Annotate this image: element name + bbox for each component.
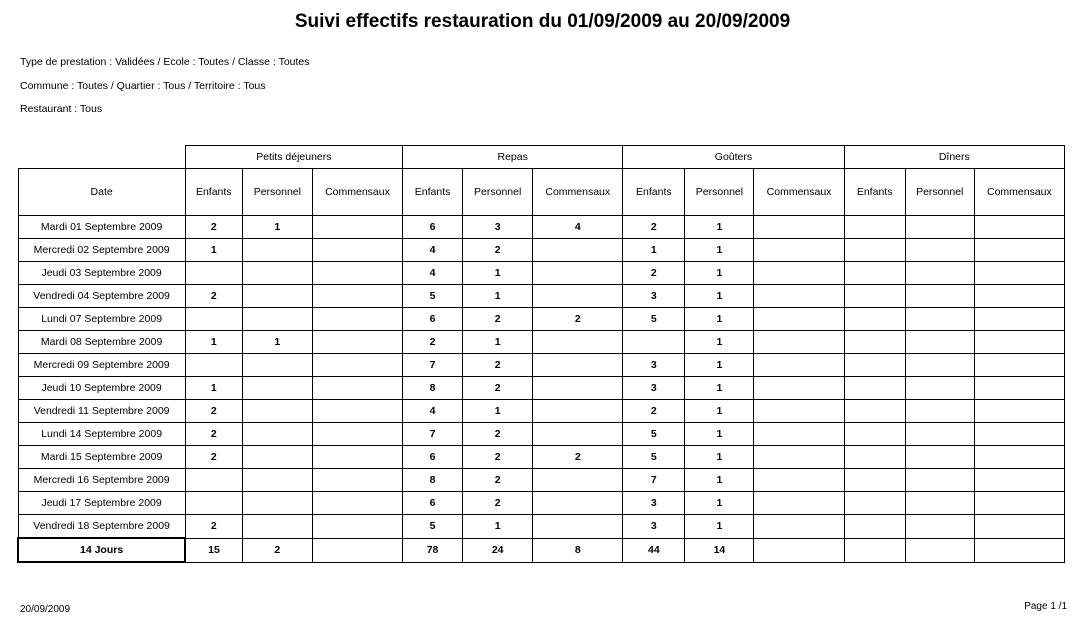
column-header: Commensaux: [533, 169, 623, 216]
report-title: Suivi effectifs restauration du 01/09/2009 au 20/09/2009: [294, 11, 791, 32]
table-cell: [974, 423, 1064, 446]
table-cell: 4: [403, 239, 463, 262]
row-date: Mardi 15 Septembre 2009: [18, 446, 185, 469]
table-row: [18, 423, 1065, 446]
table-cell: [905, 239, 974, 262]
table-cell: [905, 446, 974, 469]
table-cell: 5: [403, 285, 463, 308]
row-date: Jeudi 03 Septembre 2009: [18, 262, 185, 285]
table-cell: [242, 469, 312, 492]
table-cell: 5: [403, 515, 463, 539]
table-cell: 1: [685, 308, 754, 331]
table-cell: [905, 354, 974, 377]
table-cell: [754, 446, 844, 469]
total-cell: [844, 538, 905, 562]
group-gouters: Goûters: [623, 146, 844, 169]
table-cell: 1: [685, 423, 754, 446]
table-row: [18, 400, 1065, 423]
table-cell: 6: [403, 216, 463, 239]
table-cell: [754, 354, 844, 377]
table-cell: [312, 446, 402, 469]
table-cell: 1: [685, 285, 754, 308]
table-cell: 7: [403, 354, 463, 377]
table-cell: 1: [685, 239, 754, 262]
table-cell: [754, 239, 844, 262]
table-cell: [533, 285, 623, 308]
table-cell: [242, 515, 312, 539]
table-cell: [905, 400, 974, 423]
table-cell: 1: [685, 515, 754, 539]
group-petits-dejeuners: Petits déjeuners: [185, 146, 402, 169]
column-header-row: [18, 169, 1065, 216]
row-date: Vendredi 04 Septembre 2009: [18, 285, 185, 308]
table-cell: [533, 469, 623, 492]
table-cell: [905, 262, 974, 285]
total-cell: 24: [463, 538, 533, 562]
table-cell: [754, 377, 844, 400]
row-date: Vendredi 18 Septembre 2009: [18, 515, 185, 539]
table-cell: 1: [685, 331, 754, 354]
table-cell: [185, 308, 242, 331]
row-date: Lundi 07 Septembre 2009: [18, 308, 185, 331]
table-cell: 4: [533, 216, 623, 239]
table-cell: 2: [463, 492, 533, 515]
table-cell: [754, 331, 844, 354]
table-cell: [974, 285, 1064, 308]
table-cell: 1: [685, 492, 754, 515]
table-cell: 3: [623, 377, 685, 400]
table-cell: 2: [185, 423, 242, 446]
table-cell: 1: [185, 239, 242, 262]
table-cell: 7: [403, 423, 463, 446]
table-cell: 2: [463, 469, 533, 492]
table-cell: 1: [463, 515, 533, 539]
table-cell: [844, 492, 905, 515]
table-cell: 1: [242, 331, 312, 354]
table-cell: [242, 492, 312, 515]
table-cell: [974, 239, 1064, 262]
table-cell: [905, 515, 974, 539]
table-cell: [974, 446, 1064, 469]
table-cell: [312, 515, 402, 539]
table-cell: [754, 469, 844, 492]
total-cell: [754, 538, 844, 562]
table-row: [18, 239, 1065, 262]
table-cell: 2: [533, 446, 623, 469]
table-row: [18, 377, 1065, 400]
table-cell: [974, 515, 1064, 539]
filter-commune: Commune : Toutes / Quartier : Tous / Territoire : Tous: [20, 80, 266, 92]
total-cell: 8: [533, 538, 623, 562]
table-cell: [242, 285, 312, 308]
table-cell: 2: [463, 423, 533, 446]
table-cell: [754, 400, 844, 423]
column-header: Commensaux: [312, 169, 402, 216]
table-cell: [312, 354, 402, 377]
footer-date: 20/09/2009: [20, 604, 71, 615]
table-cell: [242, 262, 312, 285]
group-header-row: [18, 146, 1065, 169]
total-cell: 15: [185, 538, 242, 562]
table-row: [18, 285, 1065, 308]
table-cell: [242, 239, 312, 262]
table-cell: 1: [623, 239, 685, 262]
table-cell: 3: [463, 216, 533, 239]
table-cell: [312, 239, 402, 262]
table-cell: 3: [623, 354, 685, 377]
table-cell: 3: [623, 492, 685, 515]
table-cell: [844, 285, 905, 308]
table-cell: [754, 262, 844, 285]
table-cell: [312, 492, 402, 515]
row-date: Mercredi 02 Septembre 2009: [18, 239, 185, 262]
table-cell: [185, 469, 242, 492]
table-cell: 2: [463, 446, 533, 469]
table-cell: [844, 377, 905, 400]
table-cell: 1: [463, 262, 533, 285]
filter-restaurant: Restaurant : Tous: [20, 103, 103, 115]
table-cell: 2: [463, 354, 533, 377]
total-cell: [974, 538, 1064, 562]
table-cell: [185, 354, 242, 377]
table-cell: [312, 469, 402, 492]
table-cell: 3: [623, 515, 685, 539]
total-cell: 2: [242, 538, 312, 562]
table-cell: [754, 216, 844, 239]
column-header: Enfants: [403, 169, 463, 216]
column-header: Commensaux: [754, 169, 844, 216]
table-cell: 1: [463, 285, 533, 308]
attendance-table: [17, 145, 1065, 563]
table-cell: [844, 216, 905, 239]
table-cell: 1: [242, 216, 312, 239]
table-cell: 7: [623, 469, 685, 492]
table-cell: [242, 400, 312, 423]
filter-prestation: Type de prestation : Validées / Ecole : Toutes / Classe : Toutes: [20, 56, 310, 68]
table-cell: [974, 308, 1064, 331]
table-cell: [312, 423, 402, 446]
table-cell: 1: [685, 377, 754, 400]
table-cell: [905, 423, 974, 446]
table-row: [18, 515, 1065, 539]
table-cell: 5: [623, 446, 685, 469]
table-cell: [905, 285, 974, 308]
table-cell: [905, 377, 974, 400]
row-date: Mardi 08 Septembre 2009: [18, 331, 185, 354]
table-cell: 1: [685, 354, 754, 377]
table-cell: [242, 446, 312, 469]
table-cell: 1: [463, 331, 533, 354]
table-cell: [242, 377, 312, 400]
table-row: [18, 216, 1065, 239]
column-header: Personnel: [242, 169, 312, 216]
table-cell: [754, 515, 844, 539]
total-row: [18, 538, 1065, 562]
table-cell: [533, 515, 623, 539]
table-cell: [533, 423, 623, 446]
table-cell: 2: [185, 446, 242, 469]
table-cell: 1: [685, 262, 754, 285]
table-cell: 6: [403, 492, 463, 515]
table-cell: 2: [185, 515, 242, 539]
table-cell: [533, 492, 623, 515]
table-cell: [533, 354, 623, 377]
table-cell: 2: [623, 216, 685, 239]
table-cell: 1: [685, 216, 754, 239]
row-date: Mercredi 16 Septembre 2009: [18, 469, 185, 492]
table-cell: 1: [685, 469, 754, 492]
table-cell: 5: [623, 423, 685, 446]
table-cell: [844, 308, 905, 331]
table-cell: 2: [403, 331, 463, 354]
table-cell: [533, 400, 623, 423]
table-cell: [533, 331, 623, 354]
table-cell: [754, 492, 844, 515]
row-date: Vendredi 11 Septembre 2009: [18, 400, 185, 423]
table-cell: 1: [685, 400, 754, 423]
table-cell: [312, 216, 402, 239]
column-header: Personnel: [463, 169, 533, 216]
column-header: Personnel: [685, 169, 754, 216]
column-header: Enfants: [185, 169, 242, 216]
table-cell: [974, 492, 1064, 515]
group-diners: Dîners: [844, 146, 1064, 169]
table-cell: [312, 285, 402, 308]
column-header: Commensaux: [974, 169, 1064, 216]
table-cell: 2: [185, 400, 242, 423]
table-cell: [185, 492, 242, 515]
table-cell: [242, 354, 312, 377]
table-row: [18, 354, 1065, 377]
table-cell: [844, 354, 905, 377]
table-cell: [312, 377, 402, 400]
table-cell: [623, 331, 685, 354]
table-cell: 1: [185, 377, 242, 400]
column-header-date: Date: [18, 169, 185, 216]
total-cell: 44: [623, 538, 685, 562]
table-cell: 1: [185, 331, 242, 354]
table-cell: [844, 331, 905, 354]
table-cell: 2: [463, 239, 533, 262]
table-cell: [974, 354, 1064, 377]
table-cell: [905, 308, 974, 331]
table-cell: 1: [463, 400, 533, 423]
table-cell: [844, 400, 905, 423]
table-cell: [844, 469, 905, 492]
table-cell: 2: [623, 400, 685, 423]
total-cell: [312, 538, 402, 562]
table-cell: [312, 308, 402, 331]
table-cell: 6: [403, 446, 463, 469]
table-row: [18, 308, 1065, 331]
total-cell: [905, 538, 974, 562]
row-date: Jeudi 10 Septembre 2009: [18, 377, 185, 400]
table-cell: 3: [623, 285, 685, 308]
table-cell: [844, 446, 905, 469]
table-cell: 8: [403, 377, 463, 400]
table-cell: [844, 423, 905, 446]
table-cell: [974, 377, 1064, 400]
page-number: Page 1 /1: [1024, 601, 1067, 612]
table-cell: [974, 400, 1064, 423]
table-row: [18, 262, 1065, 285]
table-cell: [844, 262, 905, 285]
table-cell: 4: [403, 262, 463, 285]
table-cell: 5: [623, 308, 685, 331]
table-cell: [974, 216, 1064, 239]
table-cell: [242, 423, 312, 446]
column-header: Personnel: [905, 169, 974, 216]
column-header: Enfants: [844, 169, 905, 216]
table-cell: [754, 285, 844, 308]
table-cell: 2: [533, 308, 623, 331]
row-date: Jeudi 17 Septembre 2009: [18, 492, 185, 515]
table-row: [18, 469, 1065, 492]
table-cell: 8: [403, 469, 463, 492]
table-cell: [312, 262, 402, 285]
table-cell: [312, 331, 402, 354]
table-cell: [905, 216, 974, 239]
row-date: Mercredi 09 Septembre 2009: [18, 354, 185, 377]
table-row: [18, 331, 1065, 354]
table-cell: [754, 308, 844, 331]
table-cell: [533, 377, 623, 400]
table-cell: [754, 423, 844, 446]
table-cell: [974, 331, 1064, 354]
table-body: [18, 216, 1065, 539]
table-cell: 4: [403, 400, 463, 423]
table-cell: [974, 262, 1064, 285]
table-cell: [844, 239, 905, 262]
table-cell: 1: [685, 446, 754, 469]
table-cell: 2: [185, 285, 242, 308]
table-cell: [185, 262, 242, 285]
total-cell: 14: [685, 538, 754, 562]
blank-corner: [18, 146, 185, 169]
table-row: [18, 492, 1065, 515]
table-cell: [242, 308, 312, 331]
table-cell: 2: [185, 216, 242, 239]
table-cell: [905, 469, 974, 492]
table-cell: 6: [403, 308, 463, 331]
row-date: Mardi 01 Septembre 2009: [18, 216, 185, 239]
table-cell: [533, 239, 623, 262]
table-cell: [974, 469, 1064, 492]
table-cell: 2: [623, 262, 685, 285]
total-cell: 78: [403, 538, 463, 562]
table-row: [18, 446, 1065, 469]
table-cell: 2: [463, 308, 533, 331]
total-label: 14 Jours: [18, 538, 185, 562]
group-repas: Repas: [403, 146, 623, 169]
table-cell: [312, 400, 402, 423]
column-header: Enfants: [623, 169, 685, 216]
table-cell: [905, 331, 974, 354]
table-cell: [844, 515, 905, 539]
table-cell: 2: [463, 377, 533, 400]
table-cell: [905, 492, 974, 515]
table-cell: [533, 262, 623, 285]
row-date: Lundi 14 Septembre 2009: [18, 423, 185, 446]
